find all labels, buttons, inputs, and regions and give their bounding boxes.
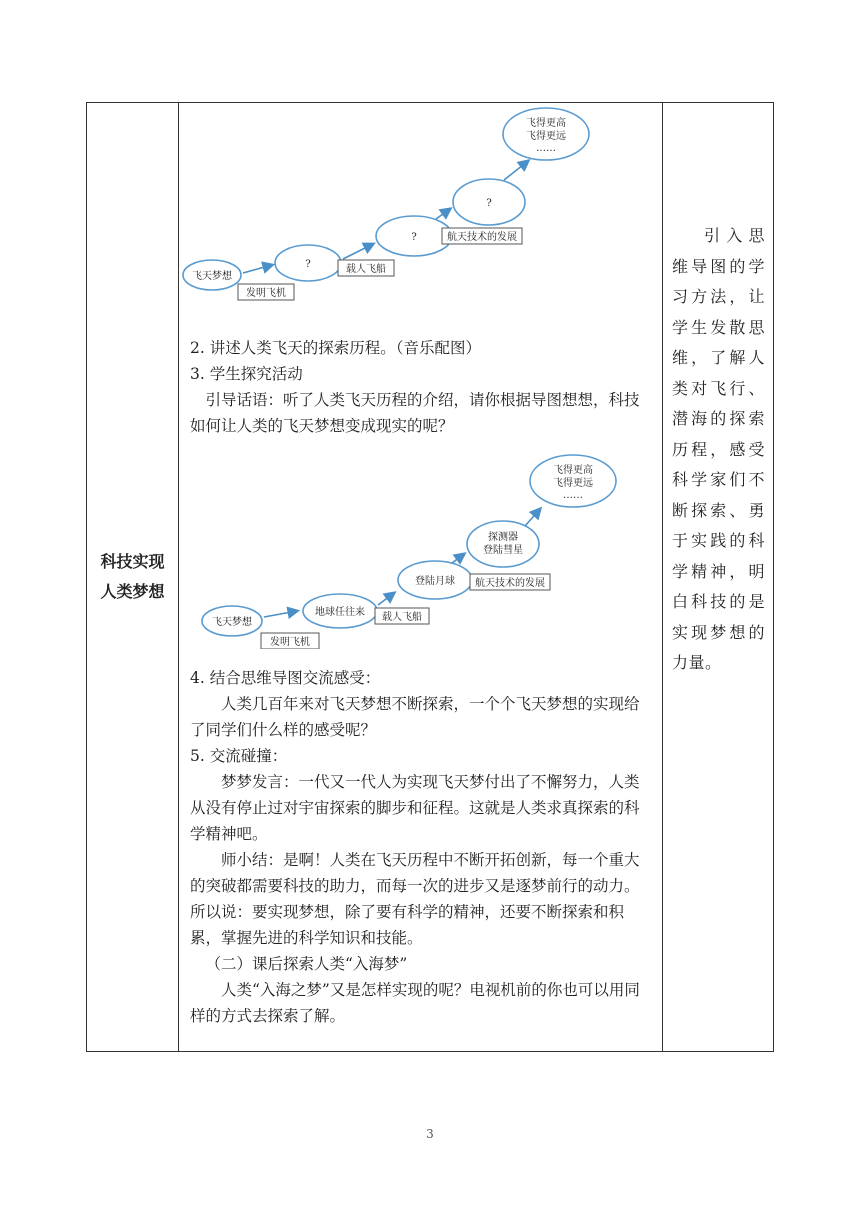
guide-question: 引导话语：听了人类飞天历程的介绍，请你根据导图想想，科技如何让人类的飞天梦想变成现实的呢？ — [190, 391, 640, 435]
teacher-summary: 师小结：是啊！人类在飞天历程中不断开拓创新，每一个重大的突破都需要科技的助力，而每一次的进步又是逐梦前行的动力。所以说：要实现梦想，除了要有科学的精神，还要不断探索和积累，掌握先进的科学知识和技能。 — [190, 851, 640, 947]
content-cell — [180, 103, 662, 1051]
paragraph — [190, 335, 652, 439]
diagram2-node-4 — [467, 521, 539, 567]
diagram1-node-text: 飞天梦想 — [192, 271, 232, 282]
step-5: 5. 交流碰撞： — [190, 747, 288, 765]
design-note: 引入思维导图的学习方法，让学生发散思维，了解人类对飞行、潜海的探索历程，感受科学家们不断探索、勇于实践的科学精神，明白科技的是实现梦想的力量。 — [672, 226, 765, 672]
paragraph — [190, 665, 652, 1029]
column-divider — [662, 103, 663, 1051]
note-cell — [664, 103, 773, 1051]
diagram2-node-text: 地球任往来 — [315, 607, 365, 618]
step-2: 2. 讲述人类飞天的探索历程。（音乐配图） — [190, 339, 481, 357]
diagram2-label-text: 航天技术的发展 — [475, 578, 545, 589]
diagram2-node-text: 登陆彗星 — [483, 545, 523, 556]
diagram2-node-text: 登陆月球 — [415, 576, 455, 587]
step-4: 4. 结合思维导图交流感受： — [190, 669, 381, 687]
diagram2-node-text: 探测器 — [488, 532, 518, 543]
diagram1-node-text: 飞得更远 — [526, 131, 566, 142]
row-title-cell — [87, 103, 178, 1051]
mind-map-diagram-2 — [180, 449, 662, 649]
diagram2-node-text: 飞得更高 — [553, 465, 593, 476]
diagram1-label-text: 发明飞机 — [246, 288, 286, 299]
feeling-question: 人类几百年来对飞天梦想不断探索，一个个飞天梦想的实现给了同学们什么样的感受呢？ — [190, 695, 640, 739]
column-divider — [178, 103, 179, 1051]
diagram1-node-text: ? — [305, 259, 311, 270]
row-title: 科技实现人类梦想 — [100, 552, 165, 601]
diagram2-node-text: …… — [563, 490, 583, 501]
lesson-table — [86, 102, 774, 1052]
mind-map-diagram-1 — [180, 103, 662, 303]
diagram1-node-text: 飞得更高 — [526, 118, 566, 129]
diagram2-node-text: 飞得更远 — [553, 478, 593, 489]
diagram2-label-text: 发明飞机 — [270, 637, 310, 648]
diagram1-node-text: ? — [486, 198, 492, 209]
diagram1-node-text: ? — [411, 232, 417, 243]
homework-text: 人类“入海之梦”又是怎样实现的呢？电视机前的你也可以用同样的方式去探索了解。 — [190, 981, 640, 1025]
step-3: 3. 学生探究活动 — [190, 365, 303, 383]
diagram2-label-text: 载人飞船 — [382, 612, 422, 623]
diagram1-label-text: 载人飞船 — [346, 264, 386, 275]
diagram1-label-text: 航天技术的发展 — [447, 232, 517, 243]
student-speech: 梦梦发言：一代又一代人为实现飞天梦付出了不懈努力，人类从没有停止过对宇宙探索的脚步和征程。这就是人类求真探索的科学精神吧。 — [190, 773, 640, 843]
diagram1-node-text: …… — [536, 143, 556, 154]
diagram2-node-text: 飞天梦想 — [212, 617, 252, 628]
page-number: 3 — [426, 1127, 434, 1141]
section-heading: （二）课后探索人类“入海梦” — [205, 955, 408, 973]
